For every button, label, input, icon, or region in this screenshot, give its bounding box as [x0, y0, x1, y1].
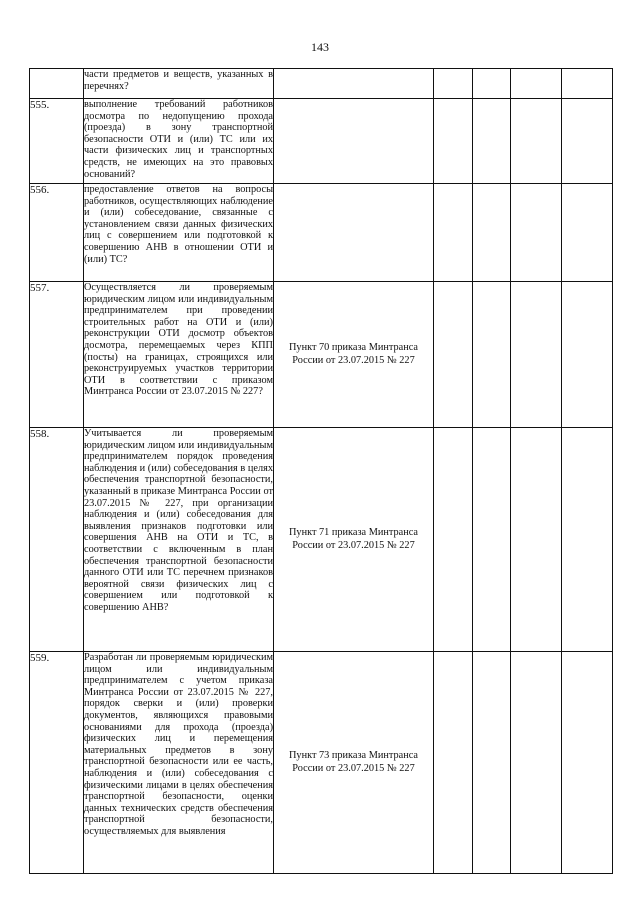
answer-cell-no	[473, 652, 511, 874]
table-row	[30, 99, 613, 184]
answer-cell-yes	[434, 184, 473, 282]
row-number: 559.	[30, 652, 84, 874]
legal-reference-cell	[274, 69, 434, 99]
comment-cell	[562, 428, 613, 652]
requirement-text: Осуществляется ли проверяемым юридическим лицом или индивидуальным предпринимателем при проведении строительных работ на ОТИ и (или) реконструкции ОТИ досмотр объектов досмотра, перемещаемых через КПП (посты) на границах, строящихся или реконструируемых участков территории ОТИ в соответствии с приказом Минтранса России от 23.07.2015 № 227?	[84, 282, 274, 428]
answer-cell-yes	[434, 652, 473, 874]
answer-cell-yes	[434, 69, 473, 99]
comment-cell	[562, 184, 613, 282]
answer-cell-na	[511, 652, 562, 874]
answer-cell-na	[511, 184, 562, 282]
table-row	[30, 282, 613, 428]
requirement-text: части предметов и веществ, указанных в перечнях?	[84, 69, 274, 99]
answer-cell-na	[511, 99, 562, 184]
answer-cell-na	[511, 282, 562, 428]
row-number: 558.	[30, 428, 84, 652]
comment-cell	[562, 99, 613, 184]
answer-cell-yes	[434, 428, 473, 652]
answer-cell-no	[473, 428, 511, 652]
answer-cell-no	[473, 184, 511, 282]
table-row	[30, 428, 613, 652]
comment-cell	[562, 69, 613, 99]
requirement-text: Учитывается ли проверяемым юридическим лицом или индивидуальным предпринимателем порядок проведения наблюдения и (или) собеседования в целях обеспечения транспортной безопасности, указанный в приказе Минтранса России от 23.07.2015 № 227, при организации наблюдения и (или) собеседования для выявления признаков подготовки или совершения АНВ на ОТИ и ТС, в соответствии с включенным в план обеспечения транспортной безопасности данного ОТИ или ТС перечнем признаков вероятной связи физических лиц с совершением или подготовкой к совершению АНВ?	[84, 428, 274, 652]
table-row	[30, 652, 613, 874]
answer-cell-no	[473, 282, 511, 428]
legal-reference-cell	[274, 184, 434, 282]
row-number: 556.	[30, 184, 84, 282]
comment-cell	[562, 652, 613, 874]
answer-cell-yes	[434, 282, 473, 428]
legal-reference-cell	[274, 652, 434, 874]
table-row	[30, 184, 613, 282]
checklist-table	[29, 68, 613, 874]
legal-reference: Пункт 71 приказа Минтранса России от 23.07.2015 № 227	[288, 527, 418, 551]
row-number	[30, 69, 84, 99]
table-row	[30, 69, 613, 99]
answer-cell-no	[473, 99, 511, 184]
answer-cell-yes	[434, 99, 473, 184]
comment-cell	[562, 282, 613, 428]
requirement-text: Разработан ли проверяемым юридическим лицом или индивидуальным предпринимателем с учетом приказа Минтранса России от 23.07.2015 № 227, порядок сверки и (или) проверки документов, являющихся правовыми основаниями для прохода (проезда) физических лиц и перемещения материальных предметов в зону транспортной безопасности или ее часть, наблюдения и (или) собеседования с физическими лицами в целях обеспечения транспортной безопасности, оценки данных технических средств обеспечения транспортной безопасности, осуществляемых для выявления	[84, 652, 274, 874]
row-number: 557.	[30, 282, 84, 428]
requirement-text: выполнение требований работников досмотра по недопущению прохода (проезда) в зону транспортной безопасности ОТИ и (или) ТС или их части физических лиц и транспортных средств, не имеющих на это правовых оснований?	[84, 99, 274, 184]
legal-reference: Пункт 70 приказа Минтранса России от 23.07.2015 № 227	[288, 342, 418, 366]
legal-reference-cell	[274, 428, 434, 652]
legal-reference-cell	[274, 282, 434, 428]
answer-cell-na	[511, 428, 562, 652]
legal-reference-cell	[274, 99, 434, 184]
answer-cell-no	[473, 69, 511, 99]
row-number: 555.	[30, 99, 84, 184]
legal-reference: Пункт 73 приказа Минтранса России от 23.07.2015 № 227	[288, 750, 418, 774]
page-number: 143	[311, 40, 329, 54]
requirement-text: предоставление ответов на вопросы работников, осуществляющих наблюдение и (или) собеседование, связанные с установлением связи данных физических лиц с совершением или подготовкой к совершению АНВ в отношении ОТИ и (или) ТС?	[84, 184, 274, 282]
answer-cell-na	[511, 69, 562, 99]
